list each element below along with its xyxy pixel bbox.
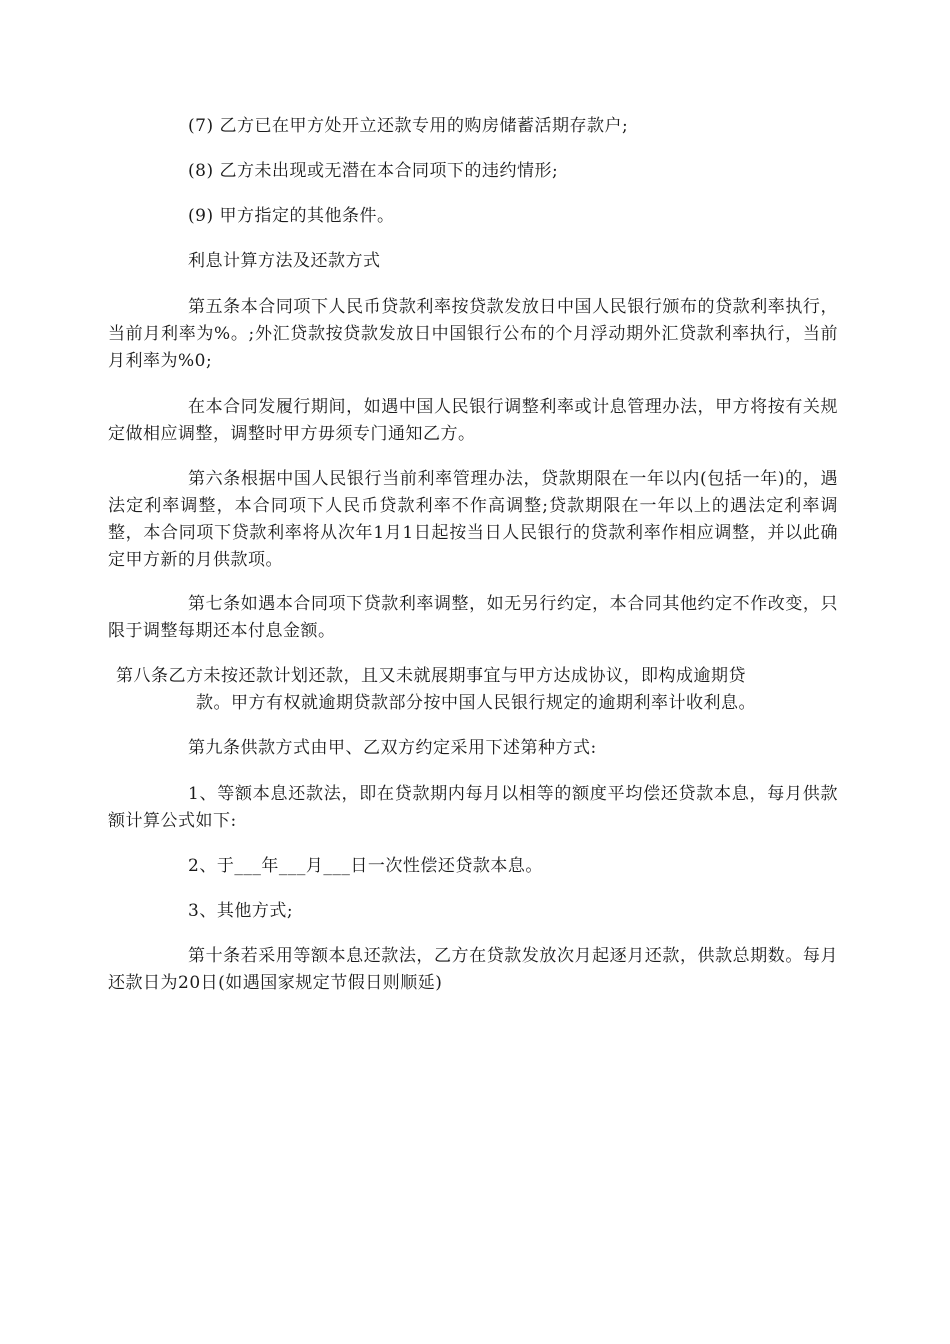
article-5-adjustment: 在本合同发履行期间，如遇中国人民银行调整利率或计息管理办法，甲方将按有关规定做相应调整，调整时甲方毋须专门通知乙方。 — [108, 397, 838, 444]
article-8 — [116, 663, 840, 717]
condition-9: (9) 甲方指定的其他条件。 — [188, 206, 395, 226]
payment-method-1: 1、等额本息还款法，即在贷款期内每月以相等的额度平均偿还贷款本息，每月供款额计算公式如下: — [108, 784, 838, 831]
payment-method-2: 2、于___年___月___日一次性偿还贷款本息。 — [188, 856, 543, 876]
payment-method-3: 3、其他方式; — [188, 901, 294, 921]
condition-8: (8) 乙方未出现或无潜在本合同项下的违约情形; — [188, 161, 559, 181]
article-9: 第九条供款方式由甲、乙双方约定采用下述第种方式: — [188, 738, 597, 758]
article-7: 第七条如遇本合同项下贷款利率调整，如无另行约定，本合同其他约定不作改变，只限于调整每期还本付息金额。 — [108, 594, 838, 641]
article-8-continuation: 款。甲方有权就逾期贷款部分按中国人民银行规定的逾期利率计收利息。 — [196, 693, 756, 713]
article-5: 第五条本合同项下人民币贷款利率按贷款发放日中国人民银行颁布的贷款利率执行，当前月利率为%。;外汇贷款按贷款发放日中国银行公布的个月浮动期外汇贷款利率执行，当前月利率为%0; — [108, 297, 838, 371]
section-heading: 利息计算方法及还款方式 — [188, 251, 381, 271]
article-8-first-line: 第八条乙方未按还款计划还款，且又未就展期事宜与甲方达成协议，即构成逾期贷 — [116, 666, 746, 686]
article-10: 第十条若采用等额本息还款法，乙方在贷款发放次月起逐月还款，供款总期数。每月还款日为20日(如遇国家规定节假日则顺延) — [108, 946, 838, 993]
condition-7: (7) 乙方已在甲方处开立还款专用的购房储蓄活期存款户; — [188, 116, 629, 136]
article-6: 第六条根据中国人民银行当前利率管理办法，贷款期限在一年以内(包括一年)的，遇法定利率调整，本合同项下人民币贷款利率不作高调整;贷款期限在一年以上的遇法定利率调整，本合同项下贷款利率将从次年1月1日起按当日人民银行的贷款利率作相应调整，并以此确定甲方新的月供款项。 — [108, 469, 838, 570]
